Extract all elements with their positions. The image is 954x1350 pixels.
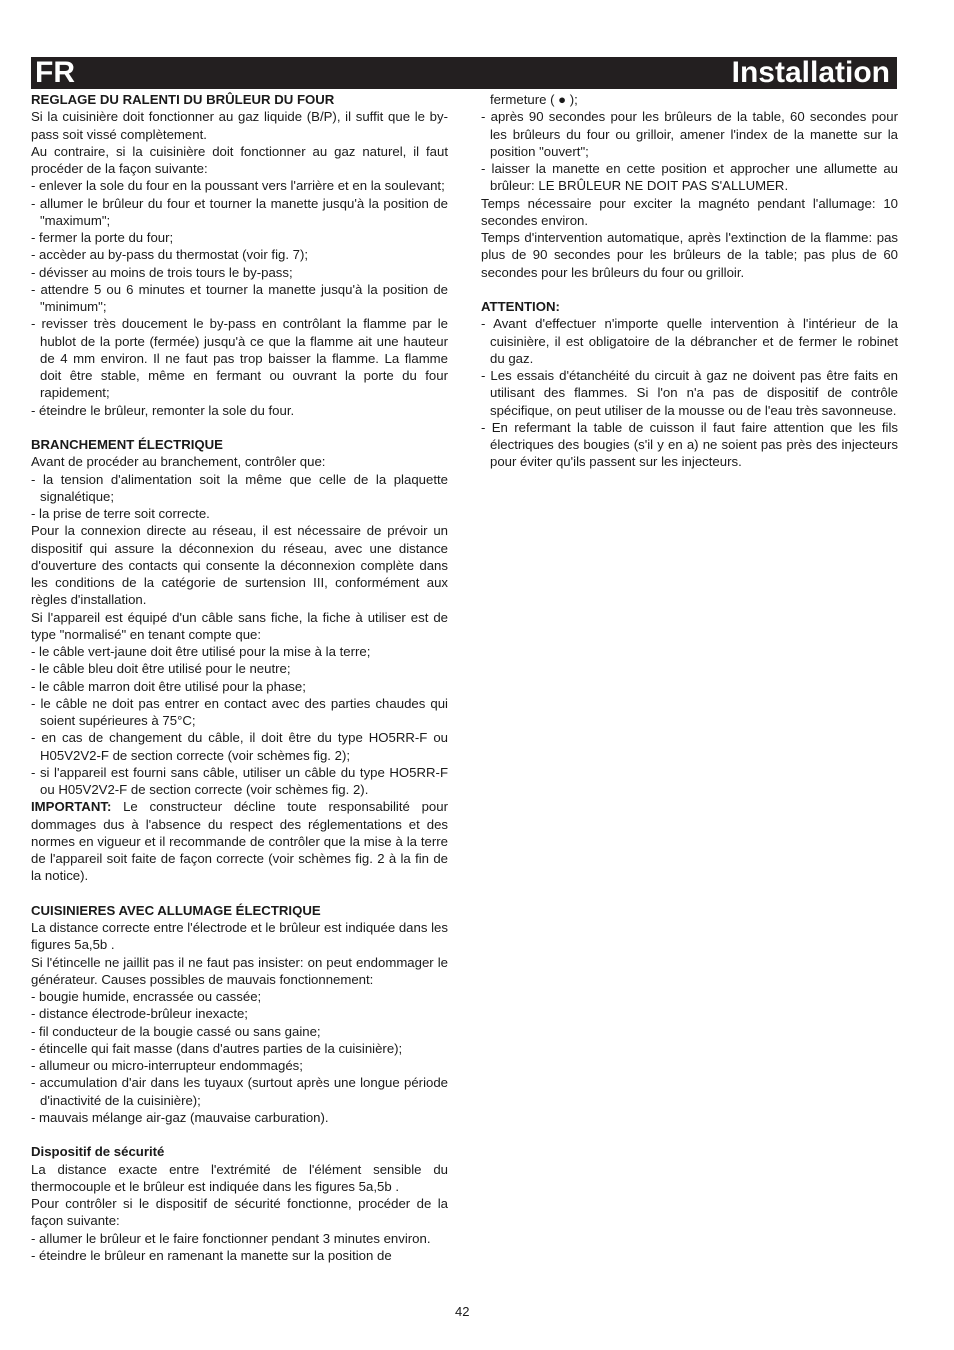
important-note xyxy=(31,798,448,884)
list-item: - allumer le brûleur du four et tourner la manette jusqu'à la position de "maximum"; xyxy=(31,195,448,228)
important-text: Le constructeur décline toute responsabilité pour dommages dus à l'absence du respect des réglementations et des normes en vigueur et il recommande de contrôler que la mise à la terre de l'appareil soit faite de façon correcte (voir schèmes fig. 2 à la fin de la notice). xyxy=(31,799,448,884)
list-item: - Avant d'effectuer n'importe quelle intervention à l'intérieur de la cuisinière, il est obligatoire de la débrancher et de fermer le robinet du gaz. xyxy=(481,316,898,366)
important-label: IMPORTANT: xyxy=(31,799,112,815)
list-item: - la tension d'alimentation soit la même que celle de la plaquette signalétique; xyxy=(31,471,448,504)
section-title-branchement: BRANCHEMENT ÉLECTRIQUE xyxy=(31,437,223,452)
list-item: - éteindre le brûleur en ramenant la manette sur la position de xyxy=(31,1247,392,1263)
paragraph: Temps nécessaire pour exciter la magnéto pendant l'allumage: 10 secondes environ. xyxy=(481,195,898,228)
list-item: - après 90 secondes pour les brûleurs de la table, 60 secondes pour les brûleurs du four ou grilloir, amener l'index de la manette sur la position "ouvert"; xyxy=(481,109,898,159)
list-item: - le câble ne doit pas entrer en contact avec des parties chaudes qui soient supérieures à 75°C; xyxy=(31,695,448,728)
section-title-ralenti: REGLAGE DU RALENTI DU BRÛLEUR DU FOUR xyxy=(31,92,335,107)
list-item: - la prise de terre soit correcte. xyxy=(31,506,210,521)
list-item: - attendre 5 ou 6 minutes et tourner la manette jusqu'à la position de "minimum"; xyxy=(31,281,448,314)
list-item: - accèder au by-pass du thermostat (voir fig. 7); xyxy=(31,247,309,263)
list-item: - En refermant la table de cuisson il faut faire attention que les fils électriques des bougies (s'il y en a) ne soient pas près des injecteurs pour éviter qu'ils passent sur les injecteurs. xyxy=(481,419,898,470)
list-item: - le câble bleu doit être utilisé pour le neutre; xyxy=(31,661,291,677)
paragraph: Au contraire, si la cuisinière doit fonctionner au gaz naturel, il faut procéder de la façon suivante: xyxy=(31,143,448,176)
language-label: FR xyxy=(35,56,75,89)
list-item: - enlever la sole du four en la poussant vers l'arrière et en la soulevant; xyxy=(31,178,445,194)
section-title-allumage: CUISINIERES AVEC ALLUMAGE ÉLECTRIQUE xyxy=(31,902,321,918)
list-item: - accumulation d'air dans les tuyaux (surtout après une longue période d'inactivité de la cuisinière); xyxy=(31,1075,448,1108)
list-item: - distance électrode-brûleur inexacte; xyxy=(31,1006,248,1022)
paragraph: La distance correcte entre l'électrode et le brûleur est indiquée dans les figures 5a,5b . xyxy=(31,920,448,953)
list-item: - revisser très doucement le by-pass en contrôlant la flamme par le hublot de la porte (fermée) jusqu'à ce que la flamme ait une hauteur de 4 mm environ. Il ne faut pas trop baisser la flamme. La flamme doit être stable, même en fermant ou ouvrant la porte du four rapidement; xyxy=(31,316,448,401)
list-item: - si l'appareil est fourni sans câble, utiliser un câble du type HO5RR-F ou H05V2V2-F de section correcte (voir schèmes fig. 2). xyxy=(31,764,448,797)
page-header xyxy=(31,57,897,89)
list-item: - fermer la porte du four; xyxy=(31,230,174,245)
list-item: - allumer le brûleur et le faire fonctionner pendant 3 minutes environ. xyxy=(31,1230,431,1246)
list-item: - en cas de changement du câble, il doit être du type HO5RR-F ou H05V2V2-F de section correcte (voir schèmes fig. 2); xyxy=(31,730,448,763)
list-item: - dévisser au moins de trois tours le by-pass; xyxy=(31,264,293,280)
list-item: - le câble marron doit être utilisé pour la phase; xyxy=(31,678,306,694)
list-item: - bougie humide, encrassée ou cassée; xyxy=(31,989,262,1004)
page-number: 42 xyxy=(455,1304,470,1319)
list-item: - laisser la manette en cette position et approcher une allumette au brûleur: LE BRÛLEUR NE DOIT PAS S'ALLUMER. xyxy=(481,161,898,194)
list-item: - éteindre le brûleur, remonter la sole du four. xyxy=(31,402,295,418)
paragraph: Pour contrôler si le dispositif de sécurité fonctionne, procéder de la façon suivante: xyxy=(31,1196,448,1229)
section-title-securite: Dispositif de sécurité xyxy=(31,1144,165,1160)
list-item: - mauvais mélange air-gaz (mauvaise carburation). xyxy=(31,1109,329,1125)
right-column xyxy=(481,91,898,471)
paragraph: Si l'appareil est équipé d'un câble sans fiche, la fiche à utiliser est de type "normalisé" en tenant compte que: xyxy=(31,609,448,642)
paragraph: Pour la connexion directe au réseau, il est nécessaire de prévoir un dispositif qui assure la déconnexion du réseau, avec une distance d'ouverture des contacts qui consente la déconnexion complète dans les conditions de la catégorie de surtension III, conformément aux règles d'installation. xyxy=(31,523,448,608)
list-item: - le câble vert-jaune doit être utilisé pour la mise à la terre; xyxy=(31,644,371,659)
left-column xyxy=(31,91,448,1264)
section-title-attention: ATTENTION: xyxy=(481,299,560,314)
list-item: - allumeur ou micro-interrupteur endommagés; xyxy=(31,1058,303,1073)
paragraph: Temps d'intervention automatique, après l'extinction de la flamme: pas plus de 90 secondes pour les brûleurs de la table; pas plus de 60 secondes pour les brûleurs du four ou grilloir. xyxy=(481,230,898,280)
list-item: - fil conducteur de la bougie cassé ou sans gaine; xyxy=(31,1023,321,1039)
list-item-continuation: fermeture ( ● ); xyxy=(490,92,578,107)
list-item: - Les essais d'étanchéité du circuit à gaz ne doivent pas être faits en utilisant des flammes. Si l'on n'a pas de dispositif de contrôle spécifique, on peut utiliser de la mousse ou de l'eau très savonneuse. xyxy=(481,368,898,418)
list-item: - étincelle qui fait masse (dans d'autres parties de la cuisinière); xyxy=(31,1040,403,1056)
paragraph: Avant de procéder au branchement, contrôler que: xyxy=(31,454,326,470)
paragraph: La distance exacte entre l'extrémité de l'élément sensible du thermocouple et le brûleur est indiquée dans les figures 5a,5b . xyxy=(31,1161,448,1194)
paragraph: Si la cuisinière doit fonctionner au gaz liquide (B/P), il suffit que le by-pass soit vissé complètement. xyxy=(31,109,448,142)
paragraph: Si l'étincelle ne jaillit pas il ne faut pas insister: on peut endommager le générateur. Causes possibles de mauvais fonctionnement: xyxy=(31,954,448,987)
page-title: Installation xyxy=(731,56,890,89)
